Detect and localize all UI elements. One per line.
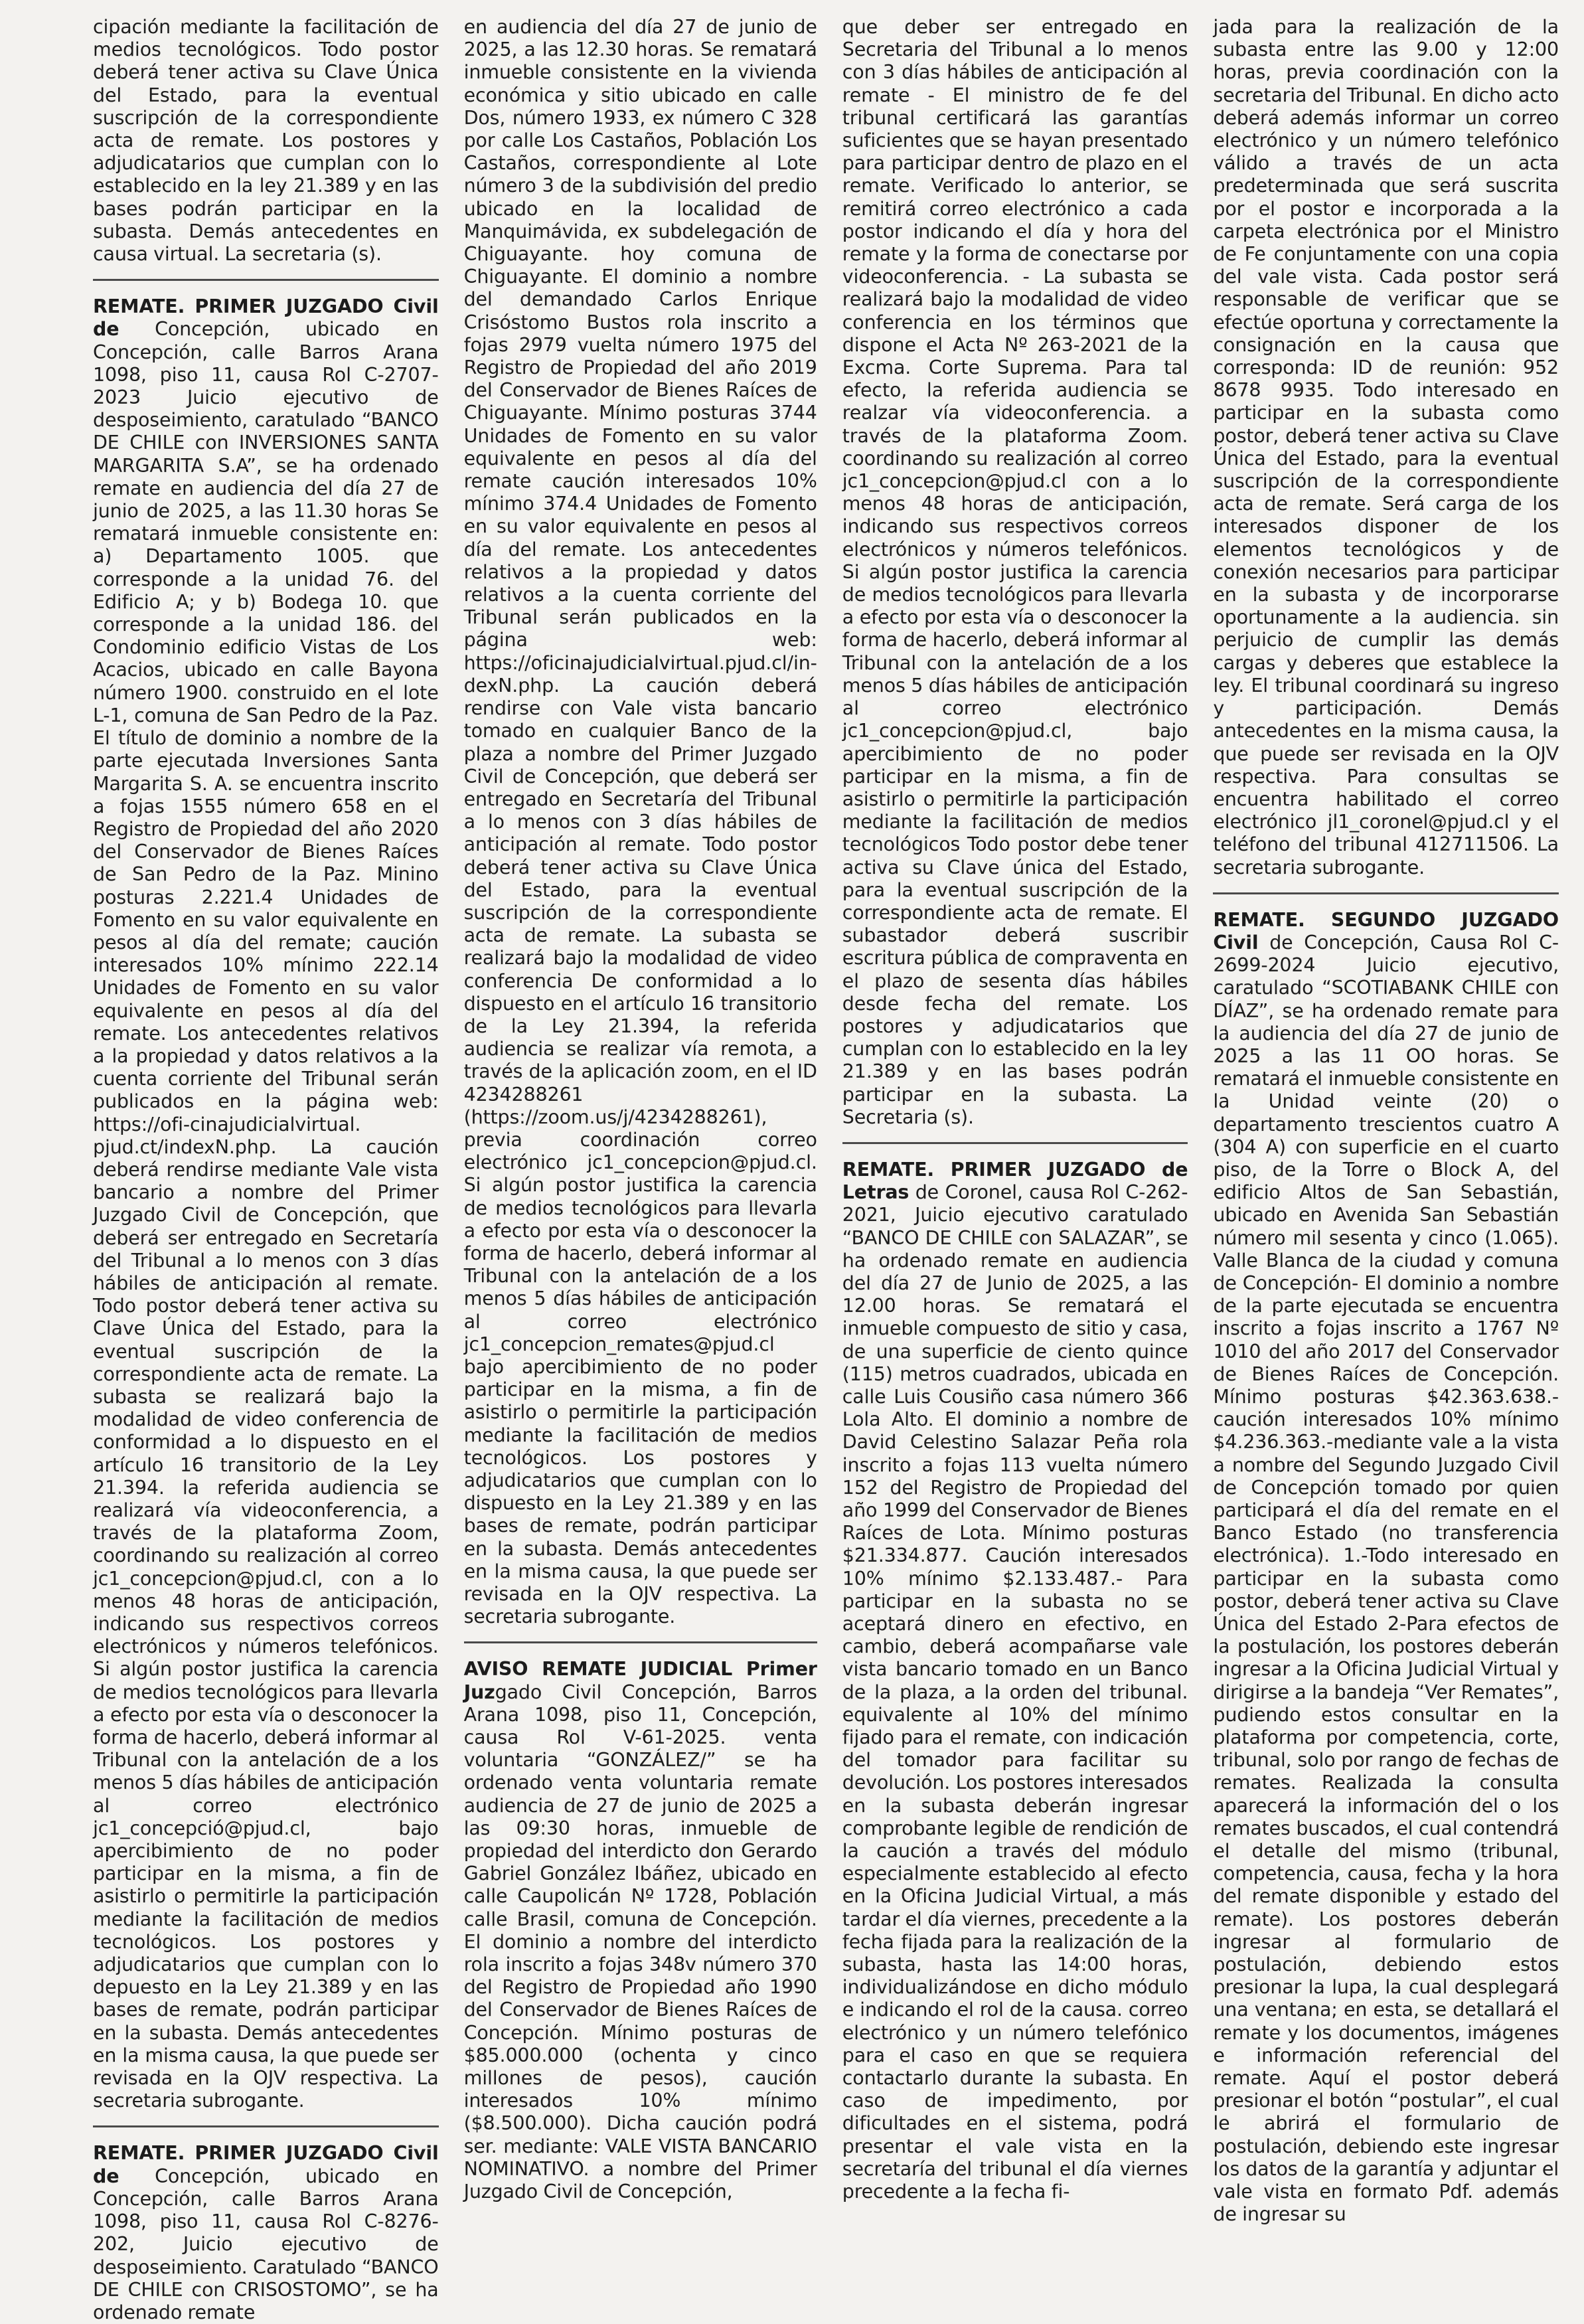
notice-aviso-remate-v61	[464, 1658, 817, 2203]
notice-remate-c2699	[1213, 909, 1559, 2226]
notice-heading: REMATE. PRIMER JUZGADO Civil de	[93, 2142, 439, 2187]
column-3	[842, 16, 1188, 2324]
notice-heading: AVISO REMATE JUDICIAL Primer Juz	[463, 1658, 817, 1703]
notice-body: de Coronel, causa Rol C-262-2021, Juicio ejecutivo caratulado “BANCO DE CHILE con SALAZAR”, se ha ordenado remate en audiencia del día 27 de Junio de 2025, a las 12.00 horas. Se rematará el inmueble compuesto de sitio y casa, de una superficie de ciento quince (115) metros cuadrados, ubicada en calle Luis Cousiño casa número 366 Lola Alto. El dominio a nombre de David Celestino Salazar Peña rola inscrito a fojas 113 vuelta número 152 del Registro de Propiedad del año 1999 del Conservador de Bienes Raíces de Lota. Mínimo posturas $21.334.877. Caución interesados 10% mínimo $2.133.487.- Para participar en la subasta no se aceptará dinero en efectivo, en cambio, deberá acompañarse vale vista bancario tomado en un Banco de la plaza, a la orden del tribunal. equivalente al 10% del mínimo fijado para el remate, con indicación del tomador para facilitar su devolución. Los postores interesados en la subasta deberán ingresar comprobante legible de rendición de la caución a través del módulo especialmente establecido al efecto en la Oficina Judicial Virtual, a más tardar el día viernes, precedente a la fecha fijada para la realización de la subasta, hasta las 14:00 horas, individualizándose en dicho módulo e indicando el rol de la causa. correo electrónico y un número telefónico para el caso en que se requiera contactarlo durante la subasta. En caso de impedimento, por dificultades en el sistema, podrá presentar el vale vista en la secretaría del tribunal el día viernes precedente a la fecha fi-	[842, 1181, 1188, 2203]
notice-body: de Concepción, Causa Rol C-2699-2024 Juicio ejecutivo, caratulado “SCOTIABANK CHILE con DÍAZ”, se ha ordenado remate para la audiencia del día 27 de junio de 2025 a las 11 OO horas. Se rematará el inmueble consistente en la Unidad veinte (20) o departamento trescientos cuatro A (304 A) con superficie en el cuarto piso, de la Torre o Block A, del edificio Altos de San Sebastián, ubicado en Avenida San Sebastián número mil sesenta y cinco (1.065). Valle Blanca de la ciudad y comuna de Concepción- El dominio a nombre de la parte ejecutada se encuentra inscrito a fojas inscrito a 1767 Nº 1010 del año 2017 del Conservador de Bienes Raíces de Concepción. Mínimo posturas $42.363.638.- caución interesados 10% mínimo $4.236.363.-mediante vale a la vista a nombre del Segundo Juzgado Civil de Concepción tomado por quien participará el día del remate en el Banco Estado (no transferencia electrónica). 1.-Todo interesado en participar en la subasta como postor, deberá tener activa su Clave Única del Estado 2-Para efectos de la postulación, los postores deberán ingresar a la Oficina Judicial Virtual y dirigirse a la bandeja “Ver Remates”, pudiendo estos consultar en la plataforma por competencia, corte, tribunal, solo por rango de fechas de remates. Realizada la consulta aparecerá la información del o los remates buscados, el cual contendrá el detalle del mismo (tribunal, competencia, causa, fecha y la hora del remate disponible y estado del remate). Los postores deberán ingresar al formulario de postulación, debiendo estos presionar la lupa, la cual desplegará una ventana; en esta, se detallará el remate y los documentos, imágenes e información referencial del remate. Aquí el postor deberá presionar el botón “postular”, el cual le abrirá el formulario de postulación, debiendo este ingresar los datos de la garantía y adjuntar el vale vista en formato Pdf. además de ingresar su	[1213, 931, 1559, 2226]
notice-heading: REMATE. PRIMER JUZGADO de Letras	[842, 1158, 1188, 1204]
notice-heading: REMATE. PRIMER JUZGADO Civil de	[93, 295, 439, 341]
notice-continuation: cipación mediante la facilitación de medios tecnológicos. Todo postor deberá tener activa su Clave Única del Estado, para la eventual suscripción de la correspondiente acta de remate. Los postores y adjudicatarios que cumplan con lo establecido en la ley 21.389 y en las bases podrán participar en la subasta. Demás antecedentes en causa virtual. La secretaria (s).	[93, 16, 439, 266]
notice-remate-c8276	[93, 2142, 439, 2324]
notice-remate-c262	[842, 1159, 1188, 2203]
notice-heading: REMATE. SEGUNDO JUZGADO Civil	[1213, 908, 1559, 954]
notice-body: gado Civil Concepción, Barros Arana 1098, piso 11, Concepción, causa Rol V-61-2025. venta voluntaria “GONZÁLEZ/” se ha ordenado venta voluntaria remate audiencia de 27 de junio de 2025 a las 09:30 horas, inmueble de propiedad del interdicto don Gerardo Gabriel González Ibáñez, ubicado en calle Caupolicán Nº 1728, Población calle Brasil, comuna de Concepción. El dominio a nombre del interdicto rola inscrito a fojas 348v número 370 del Registro de Propiedad año 1990 del Conservador de Bienes Raíces de Concepción. Mínimo posturas de $85.000.000 (ochenta y cinco millones de pesos), caución interesados 10% mínimo ($8.500.000). Dicha caución podrá ser. mediante: VALE VISTA BANCARIO NOMINATIVO. a nombre del Primer Juzgado Civil de Concepción,	[463, 1681, 817, 2203]
column-2	[464, 16, 817, 2324]
notice-divider	[1213, 892, 1559, 894]
notice-divider	[842, 1142, 1188, 1144]
notice-divider	[464, 1641, 817, 1643]
notice-body: Concepción, ubicado en Concepción, calle Barros Arana 1098, piso 11, causa Rol C-2707-2023 Juicio ejecutivo de desposeimiento, caratulado “BANCO DE CHILE con INVERSIONES SANTA MARGARITA S.A”, se ha ordenado remate en audiencia del día 27 de junio de 2025, a las 11.30 horas Se rematará inmueble consistente en: a) Departamento 1005. que corresponde a la unidad 76. del Edificio A; y b) Bodega 10. que corresponde a la unidad 186. del Condominio edificio Vistas de Los Acacios, ubicado en calle Bayona número 1900. construido en el lote L-1, comuna de San Pedro de la Paz. El título de dominio a nombre de la parte ejecutada Inversiones Santa Margarita S. A. se encuentra inscrito a fojas 1555 número 658 en el Registro de Propiedad del año 2020 del Conservador de Bienes Raíces de San Pedro de la Paz. Minino posturas 2.221.4 Unidades de Fomento en su valor equivalente en pesos al día del remate; caución interesados 10% mínimo 222.14 Unidades de Fomento en su valor equivalente en pesos al día del remate. Los antecedentes relativos a la propiedad y datos relativos a la cuenta corriente del Tribunal serán publicados en la página web: https://ofi-cinajudicialvirtual. pjud.ct/indexN.php. La caución deberá rendirse mediante Vale vista bancario a nombre del Primer Juzgado Civil de Concepción, que deberá ser entregado en Secretaría del Tribunal a lo menos con 3 días hábiles de anticipación al remate. Todo postor deberá tener activa su Clave Única del Estado, para la eventual suscripción de la correspondiente acta de remate. La subasta se realizará bajo la modalidad de video conferencia de conformidad a lo dispuesto en el artículo 16 transitorio de la Ley 21.394. la referida audiencia se realizará vía videoconferencia, a través de la plataforma Zoom, coordinando su realización al correo jc1_concepcion@pjud.cl, con a lo menos 48 horas de anticipación, indicando sus respectivos correos electrónicos y números telefónicos. Si algún postor justifica la carencia de medios tecnológicos para llevarla a efecto por esta vía o desconocer la forma de hacerlo, deberá informar al Tribunal con la antelación de a los menos 5 días hábiles de anticipación al correo electrónico jc1_concepció@pjud.cl, bajo apercibimiento de no poder participar en la misma, a fin de asistirlo o permitirle la participación mediante la facilitación de medios tecnológicos. Los postores y adjudicatarios que cumplan con lo depuesto en la Ley 21.389 y en las bases de remate, podrán participar en la subasta. Demás antecedentes en la misma causa, la que puede ser revisada en la OJV respectiva. La secretaria subrogante.	[93, 318, 439, 2112]
column-1	[93, 16, 439, 2324]
column-4	[1213, 16, 1559, 2324]
notice-divider	[93, 279, 439, 281]
notice-remate-c2707	[93, 295, 439, 2112]
notice-continuation: en audiencia del día 27 de junio de 2025, a las 12.30 horas. Se rematará inmueble consistente en la vivienda económica y sitio ubicado en calle Dos, número 1933, ex número C 328 por calle Los Castaños, Población Los Castaños, correspondiente al Lote número 3 de la subdivisión del predio ubicado en la localidad de Manquimávida, ex subdelegación de Chiguayante. hoy comuna de Chiguayante. El dominio a nombre del demandado Carlos Enrique Crisóstomo Bustos rola inscrito a fojas 2979 vuelta número 1975 del Registro de Propiedad del año 2019 del Conservador de Bienes Raíces de Chiguayante. Mínimo posturas 3744 Unidades de Fomento en su valor equivalente en pesos al día del remate caución interesados 10% mínimo 374.4 Unidades de Fomento en su valor equivalente en pesos al día del remate. Los antecedentes relativos a la propiedad y datos relativos a la cuenta corriente del Tribunal serán publicados en la página web: https://oficinajudicialvirtual.pjud.cl/in-dexN.php. La caución deberá rendirse con Vale vista bancario tomado en cualquier Banco de la plaza a nombre del Primer Juzgado Civil de Concepción, que deberá ser entregado en Secretaría del Tribunal a lo menos con 3 días hábiles de anticipación al remate. Todo postor deberá tener activa su Clave Única del Estado, para la eventual suscripción de la correspondiente acta de remate. La subasta se realizará bajo la modalidad de video conferencia De conformidad a lo dispuesto en el artículo 16 transitorio de la Ley 21.394, la referida audiencia se realizar vía remota, a través de la aplicación zoom, en el ID 4234288261 (https://zoom.us/j/4234288261), previa coordinación correo electrónico jc1_concepcion@pjud.cl. Si algún postor justifica la carencia de medios tecnológicos para llevarla a efecto por esta vía o desconocer la forma de hacerlo, deberá informar al Tribunal con la antelación de a los menos 5 días hábiles de anticipación al correo electrónico jc1_concepcion_remates@pjud.cl bajo apercibimiento de no poder participar en la misma, a fin de asistirlo o permitirle la participación mediante la facilitación de medios tecnológicos. Los postores y adjudicatarios que cumplan con lo dispuesto en la Ley 21.389 y en las bases de remate, podrán participar en la subasta. Demás antecedentes en la misma causa, la que puede ser revisada en la OJV respectiva. La secretaria subrogante.	[463, 16, 817, 1628]
notice-continuation: que deber ser entregado en Secretaria del Tribunal a lo menos con 3 días hábiles de anticipación al remate - El ministro de fe del tribunal certificará las garantías suficientes que se hayan presentado para participar dentro de plazo en el remate. Verificado lo anterior, se remitirá correo electrónico a cada postor indicando el día y hora del remate y la forma de conectarse por videoconferencia. - La subasta se realizará bajo la modalidad de video conferencia en los términos que dispone el Acta Nº 263-2021 de la Excma. Corte Suprema. Para tal efecto, la referida audiencia se realzar vía videoconferencia. a través de la plataforma Zoom. coordinando su realización al correo jc1_concepcion@pjud.cl con a lo menos 48 horas de anticipación, indicando sus respectivos correos electrónicos y números telefónicos. Si algún postor justifica la carencia de medios tecnológicos para llevarla a efecto por esta vía o desconocer la forma de hacerlo, deberá informar al Tribunal con la antelación de a los menos 5 días hábiles de anticipación al correo electrónico jc1_concepcion@pjud.cl, bajo apercibimiento de no poder participar en la misma, a fin de asistirlo o permitirle la participación mediante la facilitación de medios tecnológicos Todo postor debe tener activa su Clave única del Estado, para la eventual suscripción de la correspondiente acta de remate. El subastador deberá suscribir escritura pública de compraventa en el plazo de sesenta días hábiles desde fecha del remate. Los postores y adjudicatarios que cumplan con lo establecido en la ley 21.389 y en las bases podrán participar en la subasta. La Secretaria (s).	[842, 16, 1188, 1128]
notice-body: Concepción, ubicado en Concepción, calle Barros Arana 1098, piso 11, causa Rol C-8276-202, Juicio ejecutivo de desposeimiento. Caratulado “BANCO DE CHILE con CRISOSTOMO”, se ha ordenado remate	[93, 2165, 439, 2323]
notice-divider	[93, 2125, 439, 2127]
notice-continuation: jada para la realización de la subasta entre las 9.00 y 12:00 horas, previa coordinación con la secretaria del Tribunal. En dicho acto deberá además informar un correo electrónico y un número telefónico válido a través de un acta predeterminada que será suscrita por el postor e incorporada a la carpeta electrónica por el Ministro de Fe conjuntamente con una copia del vale vista. Cada postor será responsable de verificar que se efectúe oportuna y correctamente la consignación en la causa que corresponda: ID de reunión: 952 8678 9935. Todo interesado en participar en la subasta como postor, deberá tener activa su Clave Única del Estado, para la eventual suscripción de la correspondiente acta de remate. Será carga de los interesados disponer de los elementos tecnológicos y de conexión necesarios para participar en la subasta y de incorporarse oportunamente a la audiencia. sin perjuicio de cumplir las demás cargas y deberes que establece la ley. El tribunal coordinará su ingreso y participación. Demás antecedentes en la misma causa, la que puede ser revisada en la OJV respectiva. Para consultas se encuentra habilitado el correo electrónico jl1_coronel@pjud.cl y el teléfono del tribunal 412711506. La secretaria subrogante.	[1213, 16, 1559, 878]
